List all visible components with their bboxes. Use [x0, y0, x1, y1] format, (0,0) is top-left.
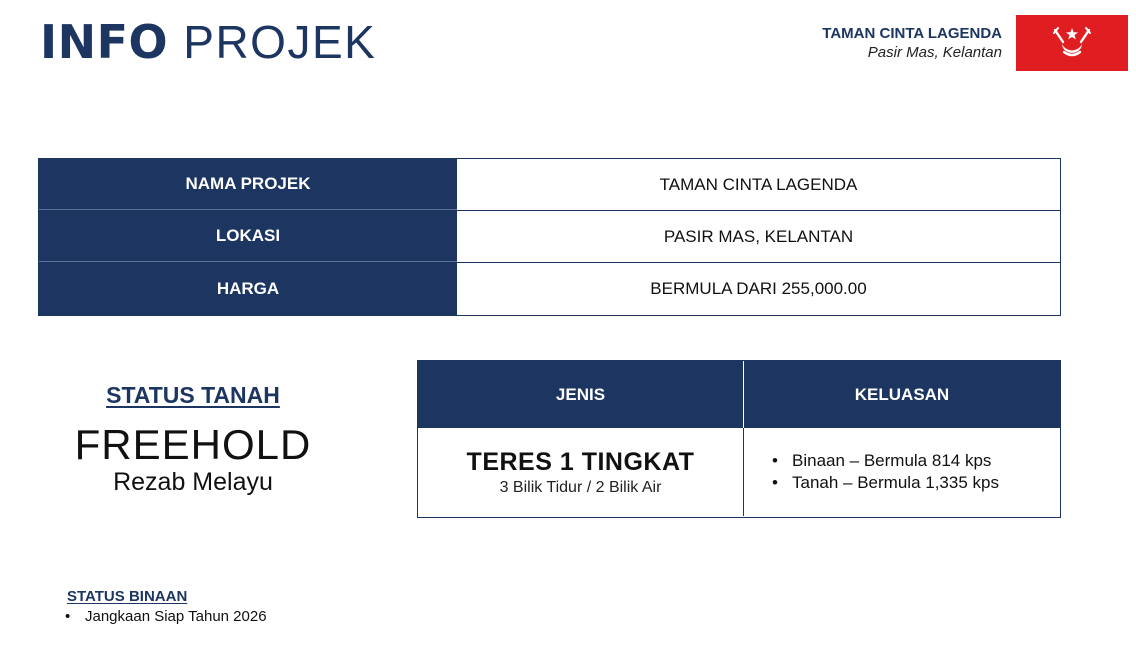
- table-row: [39, 159, 1060, 211]
- column-header-keluasan: KELUASAN: [854, 384, 950, 404]
- status-tanah-block: [36, 382, 350, 497]
- list-item: • Binaan – Bermula 814 kps: [772, 450, 1060, 472]
- page-title: [40, 14, 376, 70]
- spec-type-cell: [418, 428, 744, 516]
- info-value: BERMULA DARI 255,000.00: [650, 279, 867, 298]
- area-list: [744, 428, 1060, 516]
- brand-name: TAMAN CINTA LAGENDA: [822, 25, 1002, 42]
- brand-block: [822, 24, 1002, 62]
- status-tanah-sub: Rezab Melayu: [113, 468, 273, 496]
- status-tanah-value: FREEHOLD: [74, 421, 312, 468]
- list-item: • Jangkaan Siap Tahun 2026: [67, 608, 267, 625]
- table-row: [418, 428, 1060, 516]
- column-header-jenis: JENIS: [418, 361, 744, 428]
- table-row: [39, 211, 1060, 263]
- page-title-light: PROJEK: [183, 16, 377, 68]
- info-value: PASIR MAS, KELANTAN: [663, 226, 854, 246]
- project-info-table: [38, 158, 1061, 316]
- info-value: TAMAN CINTA LAGENDA: [659, 174, 858, 194]
- table-row: [39, 263, 1060, 315]
- kelantan-flag: [1016, 15, 1128, 71]
- status-binaan-heading: STATUS BINAAN: [67, 588, 188, 605]
- spec-table-header: [418, 361, 1060, 428]
- info-label: NAMA PROJEK: [39, 159, 457, 210]
- spec-table: [417, 360, 1061, 518]
- brand-location: Pasir Mas, Kelantan: [867, 44, 1002, 61]
- page-title-bold: INFO: [40, 15, 169, 69]
- info-label: HARGA: [39, 263, 457, 315]
- info-label: LOKASI: [39, 211, 457, 262]
- house-type-name: TERES 1 TINGKAT: [466, 447, 695, 476]
- house-type-detail: 3 Bilik Tidur / 2 Bilik Air: [499, 478, 662, 496]
- status-tanah-heading: STATUS TANAH: [106, 382, 280, 408]
- kelantan-emblem-icon: [1049, 22, 1095, 64]
- status-binaan-block: [67, 588, 267, 625]
- list-item: • Tanah – Bermula 1,335 kps: [772, 472, 1060, 494]
